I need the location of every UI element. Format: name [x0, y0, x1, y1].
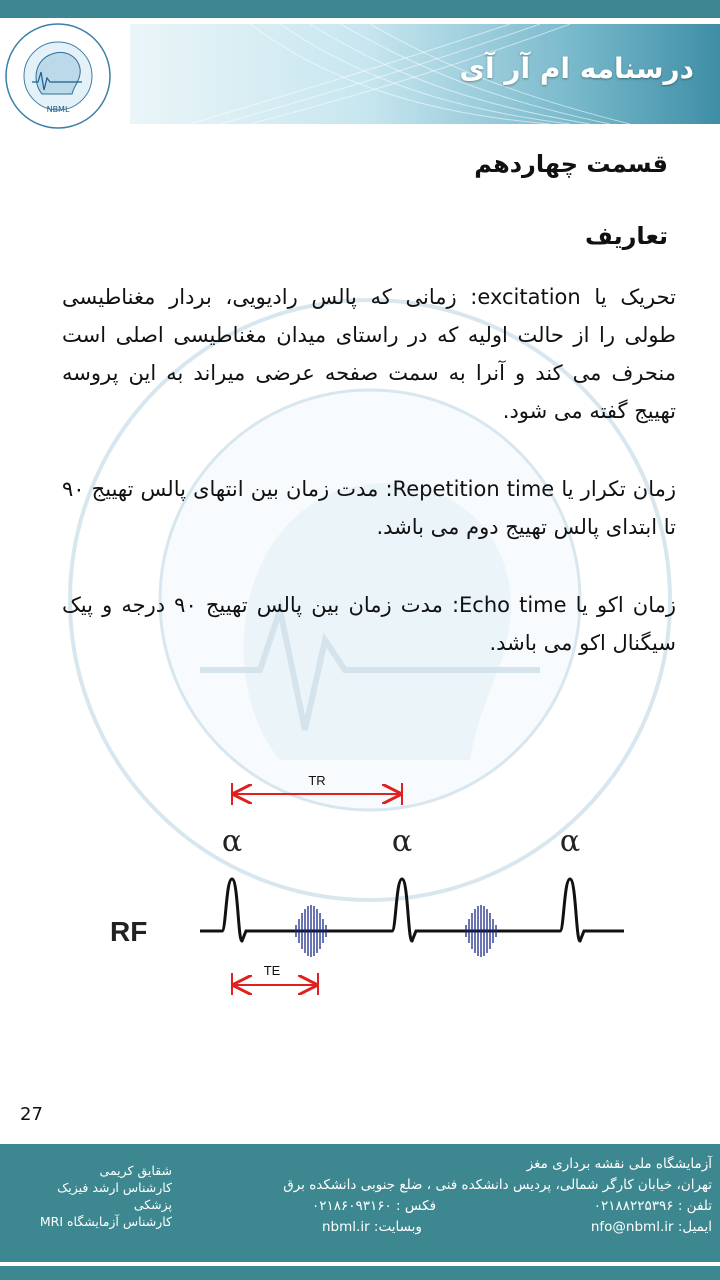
- top-bar: [0, 0, 720, 18]
- header-banner: [130, 24, 720, 124]
- paragraph-excitation: تحریک یا excitation: زمانی که پالس رادیویی، بردار مغناطیسی طولی را از حالت اولیه که در راستای میدان مغناطیسی اصلی است منحرف می کند و آنرا به سمت صفحه عرضی میراند به این پروسه تهییج گفته می شود.: [62, 285, 676, 423]
- footer-bottom-bar: [0, 1266, 720, 1280]
- rf-pulse-line: [200, 879, 624, 941]
- logo-abbr: NBML: [46, 105, 70, 114]
- author-title-2: کارشناس آزمایشگاه MRI: [39, 1214, 172, 1229]
- footer-email[interactable]: ایمیل: nfo@nbml.ir: [590, 1219, 712, 1235]
- section-title: قسمت چهاردهم: [474, 150, 668, 178]
- footer-phone: تلفن : ۰۲۱۸۸۲۲۵۳۹۶: [593, 1198, 712, 1214]
- page-number: 27: [20, 1104, 43, 1125]
- alpha-label-2: α: [391, 824, 413, 859]
- alpha-label-1: α: [221, 824, 243, 859]
- paragraph-repetition-time: زمان تکرار یا Repetition time: مدت زمان بین انتهای پالس تهییج ۹۰ تا ابتدای پالس تهییج دوم می باشد.: [62, 477, 677, 539]
- definitions-title: تعاریف: [585, 222, 668, 250]
- paragraph-echo-time: زمان اکو یا Echo time: مدت زمان بین پالس تهییج ۹۰ درجه و پیک سیگنال اکو می باشد.: [62, 593, 676, 655]
- footer-contact: [272, 1154, 712, 1238]
- header-title: درسنامه ام آر آی: [459, 52, 694, 85]
- footer-org: آزمایشگاه ملی نقشه برداری مغز: [526, 1156, 712, 1172]
- author-title-1: کارشناس ارشد فیزیک پزشکی: [57, 1180, 172, 1212]
- footer-website[interactable]: وبسایت: nbml.ir: [322, 1219, 422, 1235]
- tr-label: TR: [308, 773, 326, 788]
- footer-author: [22, 1162, 172, 1230]
- footer-address: تهران، خیابان کارگر شمالی، پردیس دانشکده فنی ، ضلع جنوبی دانشکده برق: [283, 1177, 712, 1193]
- te-label: TE: [263, 963, 281, 978]
- author-name: شقایق کریمی: [99, 1163, 172, 1178]
- nbml-logo: [2, 20, 114, 132]
- rf-label: RF: [110, 916, 148, 947]
- footer-fax: فکس : ۰۲۱۸۶۰۹۳۱۶۰: [312, 1198, 437, 1214]
- rf-timing-diagram: [96, 765, 656, 1015]
- footer: [0, 1144, 720, 1262]
- alpha-label-3: α: [559, 824, 581, 859]
